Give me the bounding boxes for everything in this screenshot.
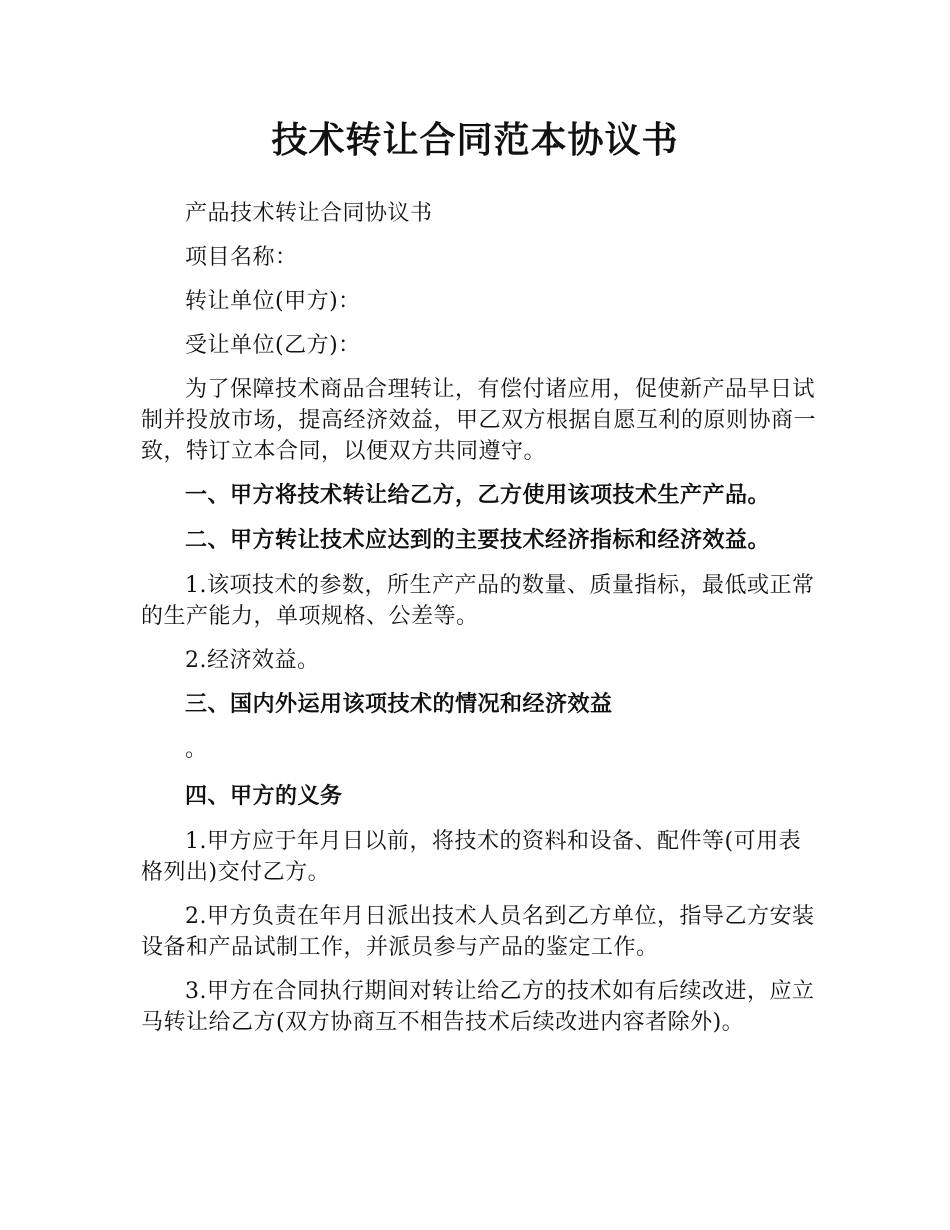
section-heading-4: 四、甲方的义务 [185, 784, 343, 809]
paragraph-item-4-2: 2.甲方负责在年月日派出技术人员名到乙方单位，指导乙方安装设备和产品试制工作，并派员参与产品的鉴定工作。 [141, 904, 815, 960]
section-heading-3: 三、国内外运用该项技术的情况和经济效益 [185, 692, 613, 717]
paragraph-item-4-3: 3.甲方在合同执行期间对转让给乙方的技术如有后续改进，应立马转让给乙方(双方协商互不相告技术后续改进内容者除外)。 [141, 979, 815, 1035]
document-body [141, 198, 821, 1051]
paragraph-item-2-2: 2.经济效益。 [185, 648, 320, 673]
paragraph-transferee: 受让单位(乙方)： [185, 333, 361, 358]
document-title: 技术转让合同范本协议书 [271, 120, 679, 161]
paragraph-project-name: 项目名称： [185, 245, 298, 270]
paragraph-item-2-1: 1.该项技术的参数，所生产产品的数量、质量指标，最低或正常的生产能力，单项规格、公差等。 [141, 573, 815, 629]
paragraph-item-4-1: 1.甲方应于年月日以前，将技术的资料和设备、配件等(可用表格列出)交付乙方。 [141, 829, 802, 885]
paragraph-transferor: 转让单位(甲方)： [185, 289, 361, 314]
paragraph-subtitle: 产品技术转让合同协议书 [185, 201, 433, 226]
paragraph-period: 。 [185, 737, 208, 762]
section-heading-2: 二、甲方转让技术应达到的主要技术经济指标和经济效益。 [185, 528, 771, 553]
paragraph-preamble: 为了保障技术商品合理转让，有偿付诸应用，促使新产品早日试制并投放市场，提高经济效益，甲乙双方根据自愿互利的原则协商一致，特订立本合同，以便双方共同遵守。 [141, 377, 817, 464]
section-heading-1: 一、甲方将技术转让给乙方，乙方使用该项技术生产产品。 [185, 483, 771, 508]
